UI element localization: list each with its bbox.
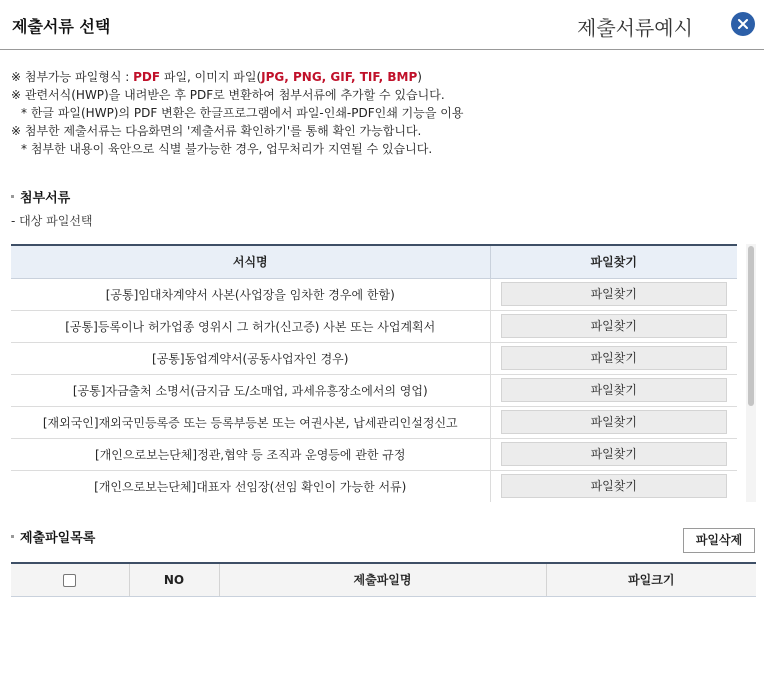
- file-find-button[interactable]: 파일찾기: [501, 314, 727, 338]
- section-bullet-icon: [11, 195, 14, 198]
- submitted-files-table: [11, 562, 756, 597]
- section-bullet-icon: [11, 535, 14, 538]
- delete-file-button[interactable]: 파일삭제: [683, 528, 755, 553]
- target-file-select-label: - 대상 파일선택: [11, 214, 93, 228]
- file-find-button[interactable]: 파일찾기: [501, 282, 727, 306]
- document-example-link[interactable]: 제출서류예시: [577, 16, 693, 40]
- file-find-cell: [490, 438, 737, 470]
- form-name-cell: [공통]자금출처 소명서(금지금 도/소매업, 과세유흥장소에서의 영업): [11, 374, 490, 406]
- column-header-select-all: [11, 563, 129, 596]
- file-find-cell: [490, 310, 737, 342]
- form-name-cell: [공통]등록이나 허가업종 영위시 그 허가(신고증) 사본 또는 사업계획서: [11, 310, 490, 342]
- file-find-cell: [490, 342, 737, 374]
- table-row: [11, 470, 737, 502]
- table-row: [11, 438, 737, 470]
- dialog-header: [0, 0, 764, 50]
- column-header-filesize: 파일크기: [546, 563, 756, 596]
- table-row: [11, 342, 737, 374]
- file-find-cell: [490, 278, 737, 310]
- table-row: [11, 278, 737, 310]
- table-row: [11, 406, 737, 438]
- form-name-cell: [재외국인]재외국민등록증 또는 등록부등본 또는 여권사본, 납세관리인설정신고: [11, 406, 490, 438]
- column-header-file-find: 파일찾기: [490, 245, 737, 278]
- table-row: [11, 310, 737, 342]
- table-row: [11, 374, 737, 406]
- note-hwp-convert: ※ 관련서식(HWP)을 내려받은 후 PDF로 변환하여 첨부서류에 추가할 수 있습니다.: [11, 88, 445, 102]
- note-hwp-pdf-print: * 한글 파일(HWP)의 PDF 변환은 한글프로그램에서 파일-인쇄-PDF인쇄 기능을 이용: [21, 106, 464, 120]
- attachments-scrollbar[interactable]: [746, 244, 756, 502]
- note-unreadable-warning: * 첨부한 내용이 육안으로 식별 불가능한 경우, 업무처리가 지연될 수 있습니다.: [21, 142, 433, 156]
- submitted-files-section-title: 제출파일목록: [11, 527, 95, 546]
- attachments-table-container: [11, 244, 756, 502]
- file-find-button[interactable]: 파일찾기: [501, 442, 727, 466]
- column-header-form-name: 서식명: [11, 245, 490, 278]
- attachments-table: [11, 244, 737, 502]
- form-name-cell: [공통]동업계약서(공동사업자인 경우): [11, 342, 490, 374]
- note-file-formats: ※ 첨부가능 파일형식 : PDF 파일, 이미지 파일(JPG, PNG, GIF, TIF, BMP): [11, 70, 422, 84]
- file-find-cell: [490, 374, 737, 406]
- column-header-filename: 제출파일명: [219, 563, 546, 596]
- upload-notes: [11, 68, 463, 158]
- scrollbar-thumb[interactable]: [748, 246, 754, 406]
- file-find-button[interactable]: 파일찾기: [501, 474, 727, 498]
- file-find-cell: [490, 406, 737, 438]
- file-find-cell: [490, 470, 737, 502]
- attachments-section-title: 첨부서류: [11, 187, 70, 206]
- close-button[interactable]: [731, 12, 755, 36]
- file-find-button[interactable]: 파일찾기: [501, 378, 727, 402]
- file-find-button[interactable]: 파일찾기: [501, 410, 727, 434]
- form-name-cell: [공통]임대차계약서 사본(사업장을 임차한 경우에 한함): [11, 278, 490, 310]
- note-confirm-documents: ※ 첨부한 제출서류는 다음화면의 '제출서류 확인하기'를 통해 확인 가능합니다.: [11, 124, 422, 138]
- column-header-no: NO: [129, 563, 219, 596]
- form-name-cell: [개인으로보는단체]정관,협약 등 조직과 운영등에 관한 규정: [11, 438, 490, 470]
- close-icon: [738, 19, 748, 29]
- dialog-title: 제출서류 선택: [12, 17, 111, 36]
- select-all-checkbox[interactable]: [63, 574, 76, 587]
- form-name-cell: [개인으로보는단체]대표자 선임장(선임 확인이 가능한 서류): [11, 470, 490, 502]
- file-find-button[interactable]: 파일찾기: [501, 346, 727, 370]
